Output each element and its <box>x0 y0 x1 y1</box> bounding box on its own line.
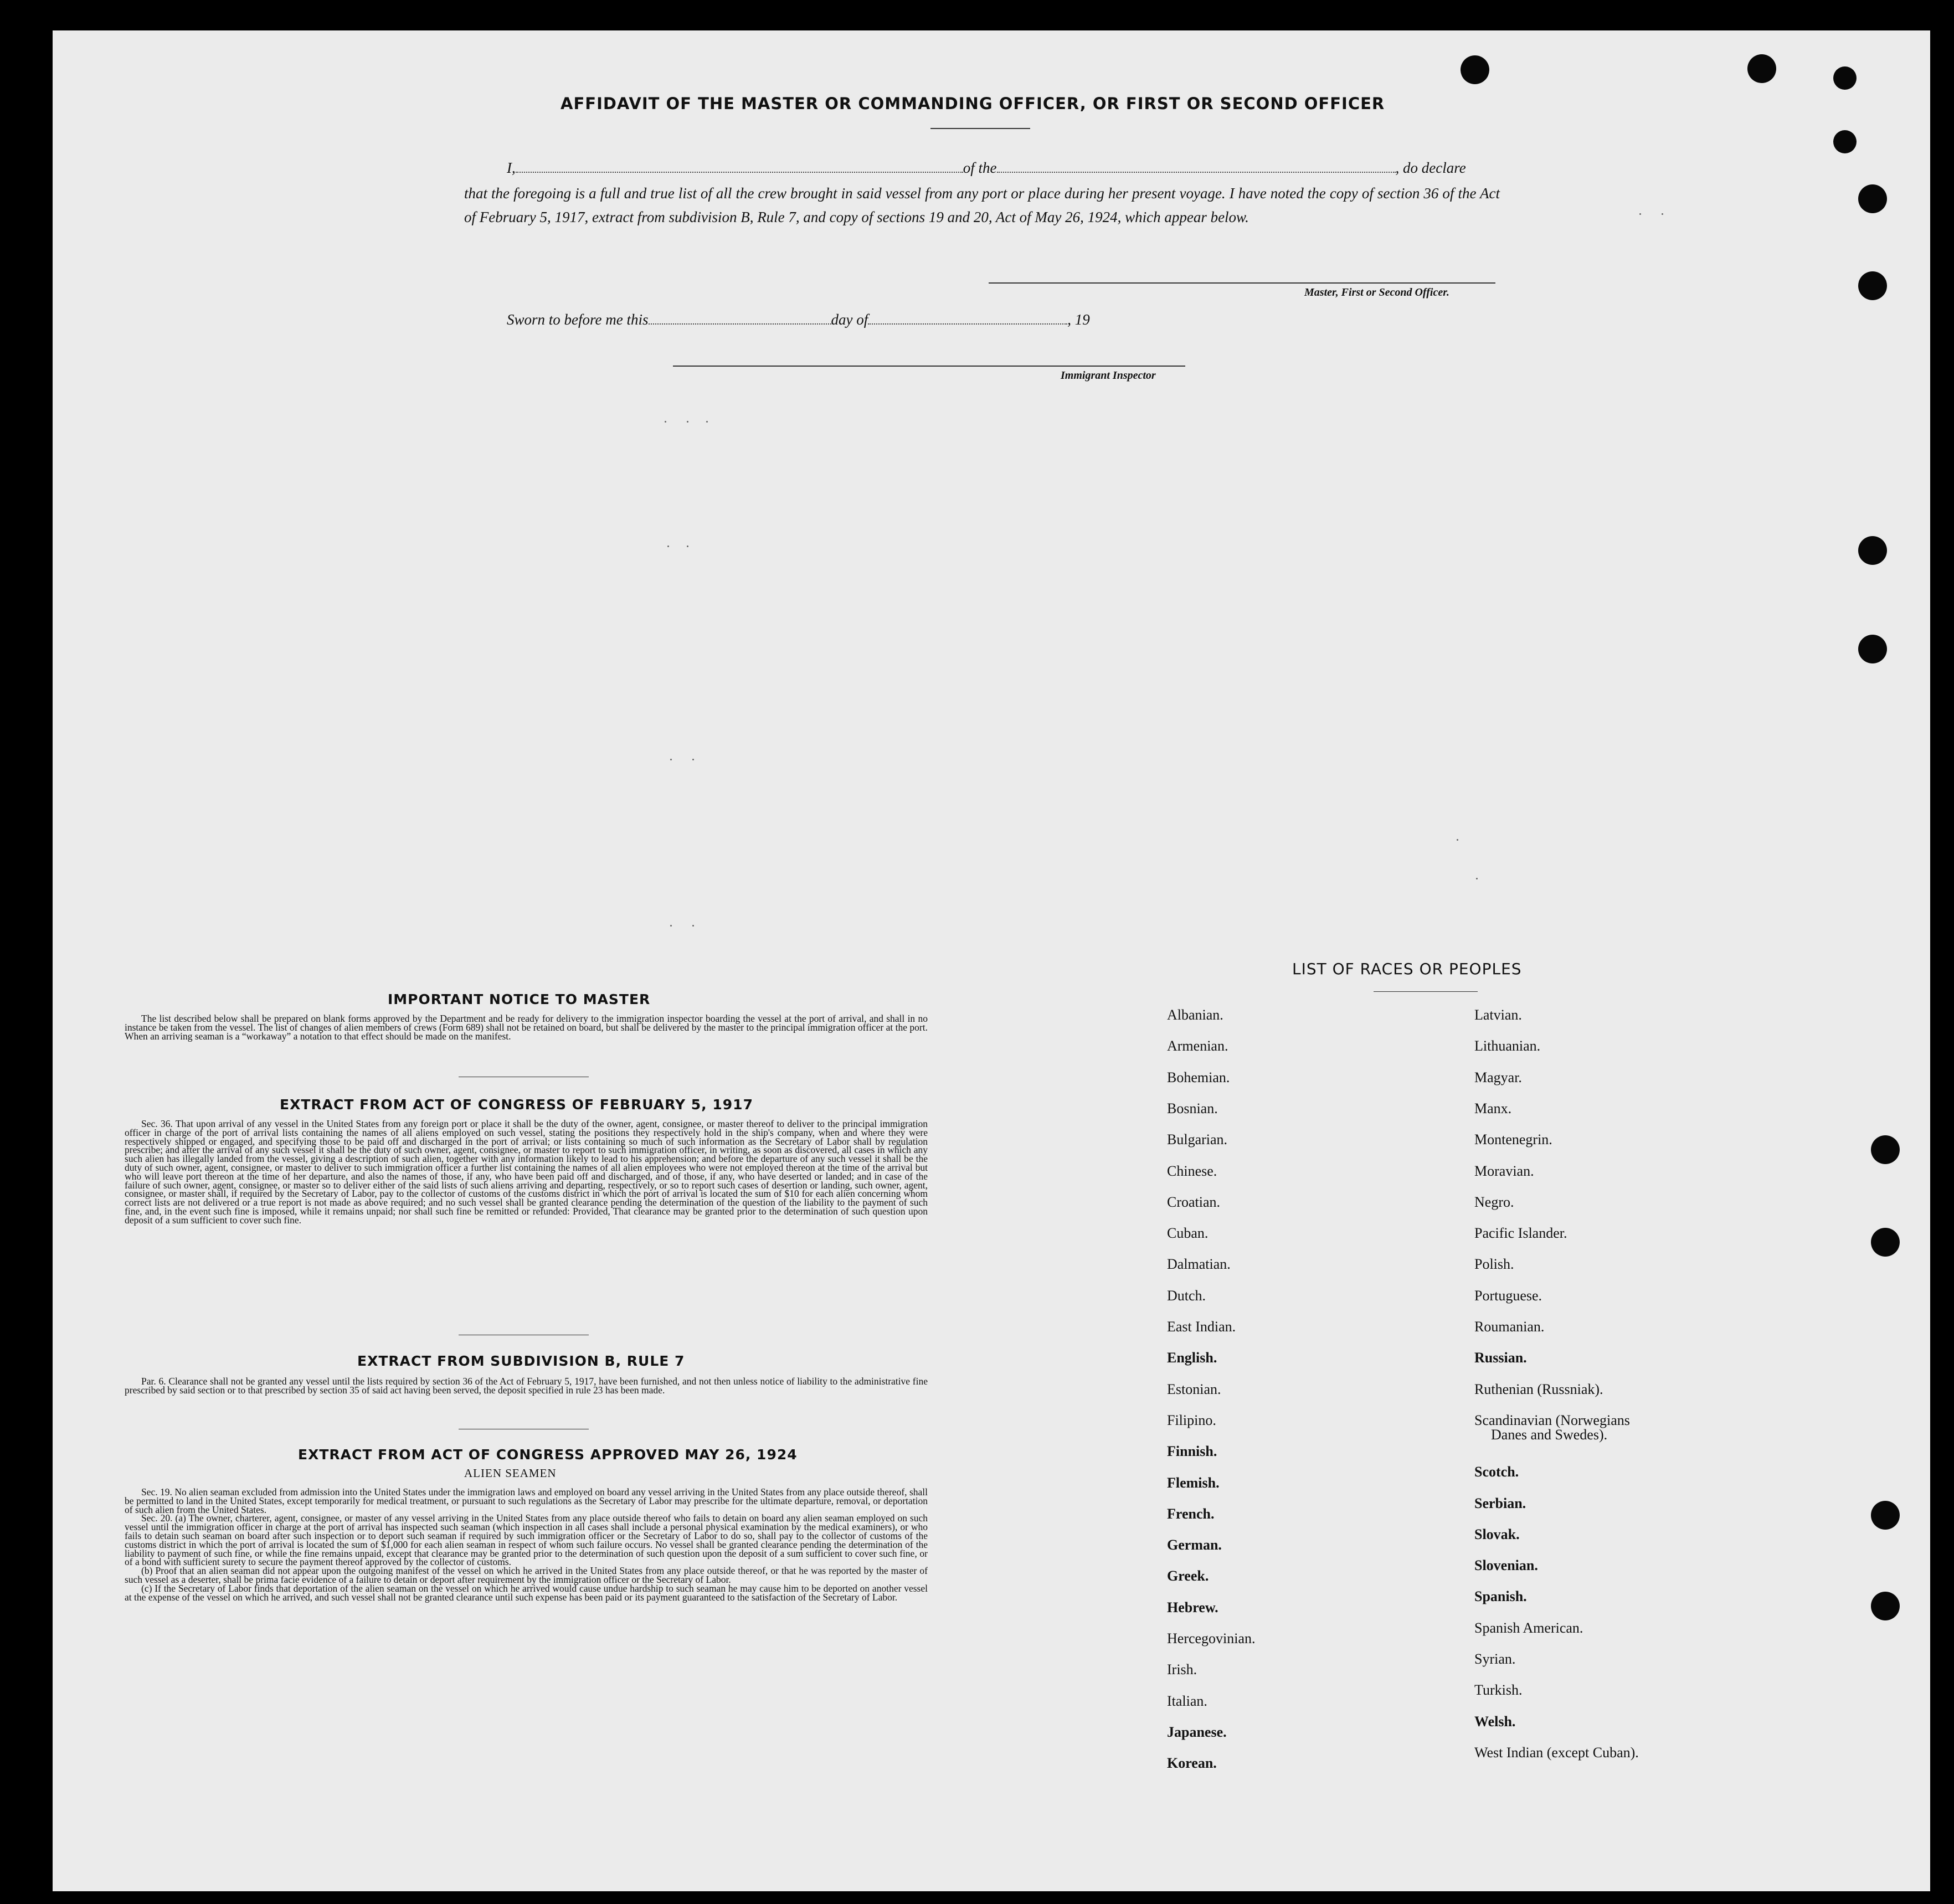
affidavit-paragraph: that the foregoing is a full and true list of all the crew brought in said vessel from any port or place during her present voyage. I have noted the copy of section 36 of the Act of February 5, 1917, extract from subdivision B, Rule 7, and copy of sections 19 and 20, Act of May 26, 1924, which appear below. <box>464 185 1500 225</box>
race-item: Cuban. <box>1167 1225 1209 1242</box>
race-item: Korean. <box>1167 1755 1217 1772</box>
race-item: Dalmatian. <box>1167 1256 1231 1273</box>
sworn-day-field[interactable] <box>649 321 831 325</box>
race-item: Chinese. <box>1167 1162 1217 1179</box>
speck <box>687 546 688 547</box>
master-signature-line[interactable] <box>989 282 1495 284</box>
inspector-caption: Immigrant Inspector <box>1061 369 1156 382</box>
sworn-day-of-label: day of <box>831 311 868 328</box>
punch-hole <box>1858 184 1887 213</box>
punch-hole <box>1858 271 1887 300</box>
race-item: Spanish. <box>1474 1588 1527 1605</box>
race-item: Slovak. <box>1474 1526 1520 1542</box>
speck <box>670 925 672 927</box>
race-item: Scandinavian (Norwegians <box>1474 1412 1630 1428</box>
race-item: Montenegrin. <box>1474 1131 1552 1148</box>
race-item: Slovenian. <box>1474 1557 1538 1574</box>
race-item: Magyar. <box>1474 1069 1522 1085</box>
punch-hole <box>1833 66 1857 90</box>
race-item: Hercegovinian. <box>1167 1630 1256 1646</box>
speck <box>1639 213 1641 215</box>
race-item: Greek. <box>1167 1568 1209 1584</box>
section-36-paragraph: Sec. 36. That upon arrival of any vessel in the United States from any foreign port or place it shall be the duty of the owner, agent, consignee, or master thereof to deliver to the principal immigration officer in charge of the port of arrival lists containing the names of all aliens employed on such vessel, stating the positions they respectively hold in the ship's company, when and where they were respectively shipped or engaged, and specifying those to be paid off and discharged in the port of arrival; or lists containing so much of such information as the Secretary of Labor shall by regulation prescribe; and after the arrival of any such vessel it shall be the duty of such owner, agent, consignee, or master to report to such immigration officer, in writing, as soon as discovered, all cases in which any such alien has illegally landed from the vessel, giving a description of such alien, together with any information likely to lead to his apprehension; and before the departure of any such vessel it shall be the duty of such owner, agent, consignee, or master to deliver to such immigration officer a further list containing the names of all alien employees who were not employed thereon at the time of the arrival but who will leave port thereon at the time of her departure, and also the names of those, if any, who have been paid off and discharged, and of those, if any, who have deserted or landed; and in case of the failure of such owner, agent, consignee, or master so to deliver either of the said lists of such aliens arriving and departing, respectively, or so to report such cases of desertion or landing, such owner, agent, consignee, or master shall, if required by the Secretary of Labor, pay to the collector of customs of the customs district in which the port of arrival is located the sum of $10 for each alien concerning whom correct lists are not delivered or a true report is not made as above required; and no such vessel shall be granted clearance pending the determination of the question of the liability to the payment of such fine, and, in the event such fine is imposed, while it remains unpaid; nor shall such fine be remitted or refunded: Provided, That clearance may be granted prior to the determination of such question upon deposit of a sum sufficient to cover such fine. <box>125 1118 928 1226</box>
affidavit-line-1 <box>507 159 1466 177</box>
race-item: Estonian. <box>1167 1381 1221 1397</box>
speck <box>692 759 694 760</box>
speck <box>1457 839 1458 841</box>
race-item: Flemish. <box>1167 1474 1220 1491</box>
race-item: Moravian. <box>1474 1162 1534 1179</box>
affidavit-declare-label: , do declare <box>1395 159 1466 176</box>
speck <box>1662 213 1663 215</box>
race-item: Roumanian. <box>1474 1319 1545 1335</box>
race-item: English. <box>1167 1350 1217 1366</box>
rule-7-title: EXTRACT FROM SUBDIVISION B, RULE 7 <box>357 1353 685 1369</box>
master-caption: Master, First or Second Officer. <box>1304 286 1449 299</box>
punch-hole <box>1871 1135 1900 1164</box>
speck <box>670 759 672 760</box>
race-item: German. <box>1167 1537 1222 1553</box>
punch-hole <box>1858 536 1887 565</box>
race-item: Syrian. <box>1474 1651 1516 1667</box>
affidavit-title: AFFIDAVIT OF THE MASTER OR COMMANDING OFFICER, OR FIRST OR SECOND OFFICER <box>561 94 1385 113</box>
notice-title: IMPORTANT NOTICE TO MASTER <box>388 991 651 1007</box>
par-6-paragraph: Par. 6. Clearance shall not be granted any vessel until the lists required by section 36 of the Act of February 5, 1917, have been furnished, and not then unless notice of liability to the administrative fine prescribed by said section or to that prescribed by section 35 of said act having been served, the deposit specified in rule 23 has been made. <box>125 1376 928 1396</box>
race-item: Polish. <box>1474 1256 1514 1273</box>
speck <box>706 421 708 423</box>
vessel-name-field[interactable] <box>997 169 1396 173</box>
race-item: Welsh. <box>1474 1713 1516 1730</box>
race-item: Italian. <box>1167 1692 1207 1709</box>
race-item: Dutch. <box>1167 1287 1206 1304</box>
section-19-paragraph: Sec. 19. No alien seaman excluded from admission into the United States under the immigration laws and employed on board any vessel arriving in the United States from any place outside thereof, shall be permitted to land in the United States, except temporarily for medical treatment, or pursuant to such regulations as the Secretary of Labor may prescribe for the ultimate departure, removal, or deportation of such alien from the United States. <box>125 1486 928 1515</box>
race-item: Pacific Islander. <box>1474 1225 1567 1242</box>
master-name-field[interactable] <box>516 169 963 173</box>
race-item: Japanese. <box>1167 1723 1227 1740</box>
races-title: LIST OF RACES OR PEOPLES <box>1292 960 1522 978</box>
race-item: Ruthenian (Russniak). <box>1474 1381 1603 1397</box>
inspector-signature-line[interactable] <box>673 366 1185 367</box>
race-item: Negro. <box>1474 1193 1514 1210</box>
punch-hole <box>1871 1501 1900 1530</box>
race-item: Latvian. <box>1474 1007 1522 1023</box>
race-item: Portuguese. <box>1474 1287 1542 1304</box>
race-item: Bosnian. <box>1167 1100 1218 1116</box>
race-item: Bulgarian. <box>1167 1131 1228 1148</box>
race-item: Hebrew. <box>1167 1599 1218 1615</box>
alien-seamen-subtitle: ALIEN SEAMEN <box>464 1466 557 1480</box>
race-item-continuation: Danes and Swedes). <box>1491 1427 1608 1443</box>
race-item: Turkish. <box>1474 1682 1523 1699</box>
races-underline <box>1374 991 1478 992</box>
speck <box>687 421 688 423</box>
notice-paragraph: The list described below shall be prepared on blank forms approved by the Department and be ready for delivery to the immigration inspector boarding the vessel at the port of arrival, and shall in no instance be taken from the vessel. The list of changes of alien members of crews (Form 689) shall not be retained on board, but shall be delivered by the master to the principal immigration officer at the port. When an arriving seaman is a “workaway” a notation to that effect should be made on the manifest. <box>125 1013 928 1042</box>
race-item: Irish. <box>1167 1661 1197 1678</box>
race-item: Russian. <box>1474 1350 1527 1366</box>
race-item: French. <box>1167 1505 1215 1522</box>
punch-hole <box>1747 54 1776 83</box>
title-underline <box>930 128 1030 129</box>
speck <box>665 421 666 423</box>
race-item: Albanian. <box>1167 1007 1223 1023</box>
race-item: East Indian. <box>1167 1319 1236 1335</box>
affidavit-i-label: I, <box>507 159 516 176</box>
race-item: Filipino. <box>1167 1412 1216 1428</box>
punch-hole <box>1461 55 1489 84</box>
sworn-month-field[interactable] <box>868 321 1067 325</box>
race-item: Croatian. <box>1167 1193 1221 1210</box>
race-item: Finnish. <box>1167 1443 1217 1460</box>
affidavit-of-label: of the <box>963 159 997 176</box>
punch-hole <box>1871 1228 1900 1257</box>
rule-7-text <box>125 1377 928 1395</box>
sworn-line <box>507 311 1090 328</box>
race-item: Manx. <box>1474 1100 1512 1116</box>
race-item: Serbian. <box>1474 1495 1526 1511</box>
section-20b-paragraph: (b) Proof that an alien seaman did not appear upon the outgoing manifest of the vessel on which he arrived in the United States from any place outside thereof, or that he was reported by the master of such vessel as a deserter, shall be prima facie evidence of a failure to detain or deport after requirement by the immigration officer or the Secretary of Labor. <box>125 1565 928 1585</box>
extract-1924-title: EXTRACT FROM ACT OF CONGRESS APPROVED MAY 26, 1924 <box>298 1447 798 1463</box>
extract-1917-text <box>125 1120 928 1225</box>
race-item: Lithuanian. <box>1474 1038 1541 1054</box>
section-20c-paragraph: (c) If the Secretary of Labor finds that deportation of the alien seaman on the vessel on which he arrived would cause undue hardship to such seaman he may cause him to be deported on another vessel at the expense of the vessel on which he arrived, and such vessel shall not be granted clearance until such expense has been paid or its payment guaranteed to the satisfaction of the Secretary of Labor. <box>125 1582 928 1603</box>
section-20a-paragraph: Sec. 20. (a) The owner, charterer, agent, consignee, or master of any vessel arriving in the United States from any place outside thereof who fails to detain on board any alien seaman employed on such vessel until the immigration officer in charge at the port of arrival has inspected such seaman (which inspection in all cases shall include a personal physical examination by the medical examiners), or who fails to detain such seaman on board after such inspection or to deport such seaman if required by such immigration officer or the Secretary of Labor to do so, shall pay to the collector of customs of the customs district in which the port of arrival is located the sum of $1,000 for each alien seaman in respect of whom such failure occurs. No vessel shall be granted clearance pending the determination of the liability to payment of such fine, or while the fine remains unpaid, except that clearance may be granted prior to the determination of such question upon the deposit of a sum sufficient to cover such fine, or of a bond with sufficient surety to secure the payment thereof approved by the collector of customs. <box>125 1512 928 1568</box>
race-item: Spanish American. <box>1474 1619 1583 1636</box>
race-item: Armenian. <box>1167 1038 1228 1054</box>
extract-1917-title: EXTRACT FROM ACT OF CONGRESS OF FEBRUARY 5, 1917 <box>280 1097 753 1113</box>
speck <box>1476 878 1478 879</box>
sworn-label: Sworn to before me this <box>507 311 649 328</box>
punch-hole <box>1833 130 1857 153</box>
race-item: West Indian (except Cuban). <box>1474 1744 1639 1761</box>
speck <box>667 546 669 547</box>
punch-hole <box>1858 635 1887 663</box>
speck <box>692 925 694 927</box>
notice-text <box>125 1015 928 1041</box>
race-item: Scotch. <box>1474 1464 1519 1480</box>
document-page <box>53 30 1930 1891</box>
extract-1924-text <box>125 1488 928 1602</box>
punch-hole <box>1871 1592 1900 1620</box>
sworn-year-label: , 19 <box>1067 311 1090 328</box>
race-item: Bohemian. <box>1167 1069 1230 1085</box>
